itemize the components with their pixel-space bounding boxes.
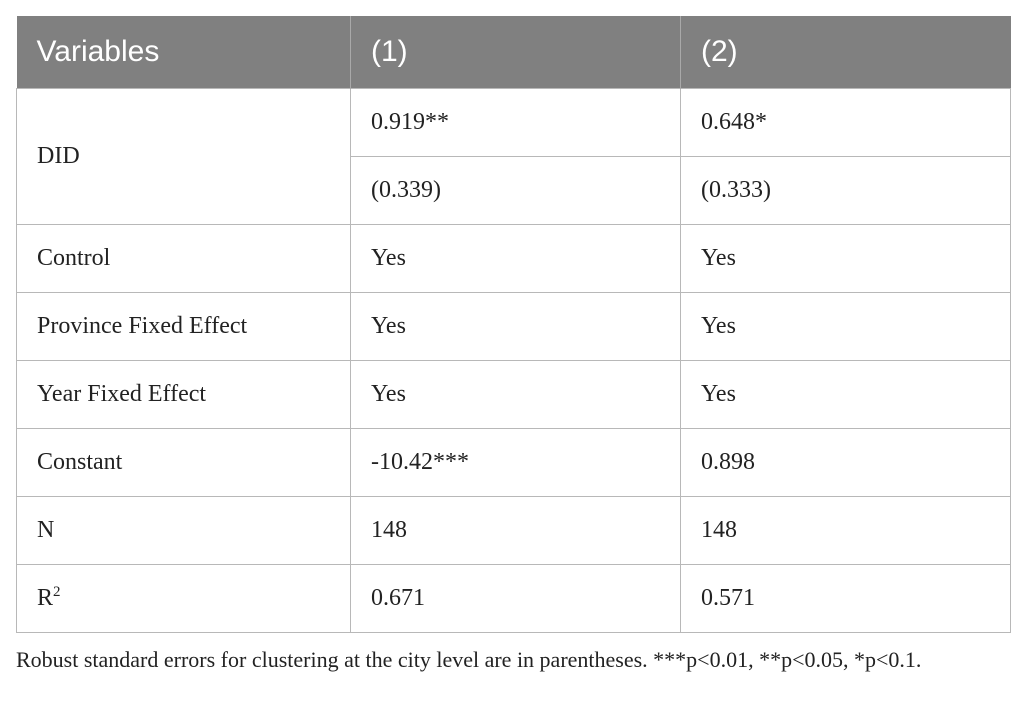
regression-table-container [16,16,1010,633]
r2-model-2: 0.571 [681,564,1011,632]
header-model-1: (1) [351,16,681,88]
province-fe-model-1: Yes [351,292,681,360]
did-se-model-2: (0.333) [681,156,1011,224]
header-model-2: (2) [681,16,1011,88]
header-variables: Variables [17,16,351,88]
row-label-province-fe: Province Fixed Effect [17,292,351,360]
did-coef-model-1: 0.919** [351,88,681,156]
row-label-year-fe: Year Fixed Effect [17,360,351,428]
row-label-r2 [17,564,351,632]
table-row-r2 [17,564,1011,632]
table-row-control [17,224,1011,292]
control-model-1: Yes [351,224,681,292]
constant-model-2: 0.898 [681,428,1011,496]
table-row-did-coef [17,88,1011,156]
table-row-province-fe [17,292,1011,360]
row-label-constant: Constant [17,428,351,496]
r2-label-superscript: 2 [53,583,61,600]
did-se-model-1: (0.339) [351,156,681,224]
r2-model-1: 0.671 [351,564,681,632]
constant-model-1: -10.42*** [351,428,681,496]
did-coef-model-2: 0.648* [681,88,1011,156]
n-model-2: 148 [681,496,1011,564]
province-fe-model-2: Yes [681,292,1011,360]
year-fe-model-2: Yes [681,360,1011,428]
row-label-control: Control [17,224,351,292]
table-row-n [17,496,1011,564]
r2-label-base: R [37,584,54,611]
table-row-year-fe [17,360,1011,428]
year-fe-model-1: Yes [351,360,681,428]
regression-table [16,16,1011,633]
table-header-row [17,16,1011,88]
control-model-2: Yes [681,224,1011,292]
n-model-1: 148 [351,496,681,564]
row-label-n: N [17,496,351,564]
table-footnote: Robust standard errors for clustering at the city level are in parentheses. ***p<0.01, **p<0.05, *p<0.1. [16,647,922,672]
row-label-did: DID [17,88,351,224]
table-row-constant [17,428,1011,496]
